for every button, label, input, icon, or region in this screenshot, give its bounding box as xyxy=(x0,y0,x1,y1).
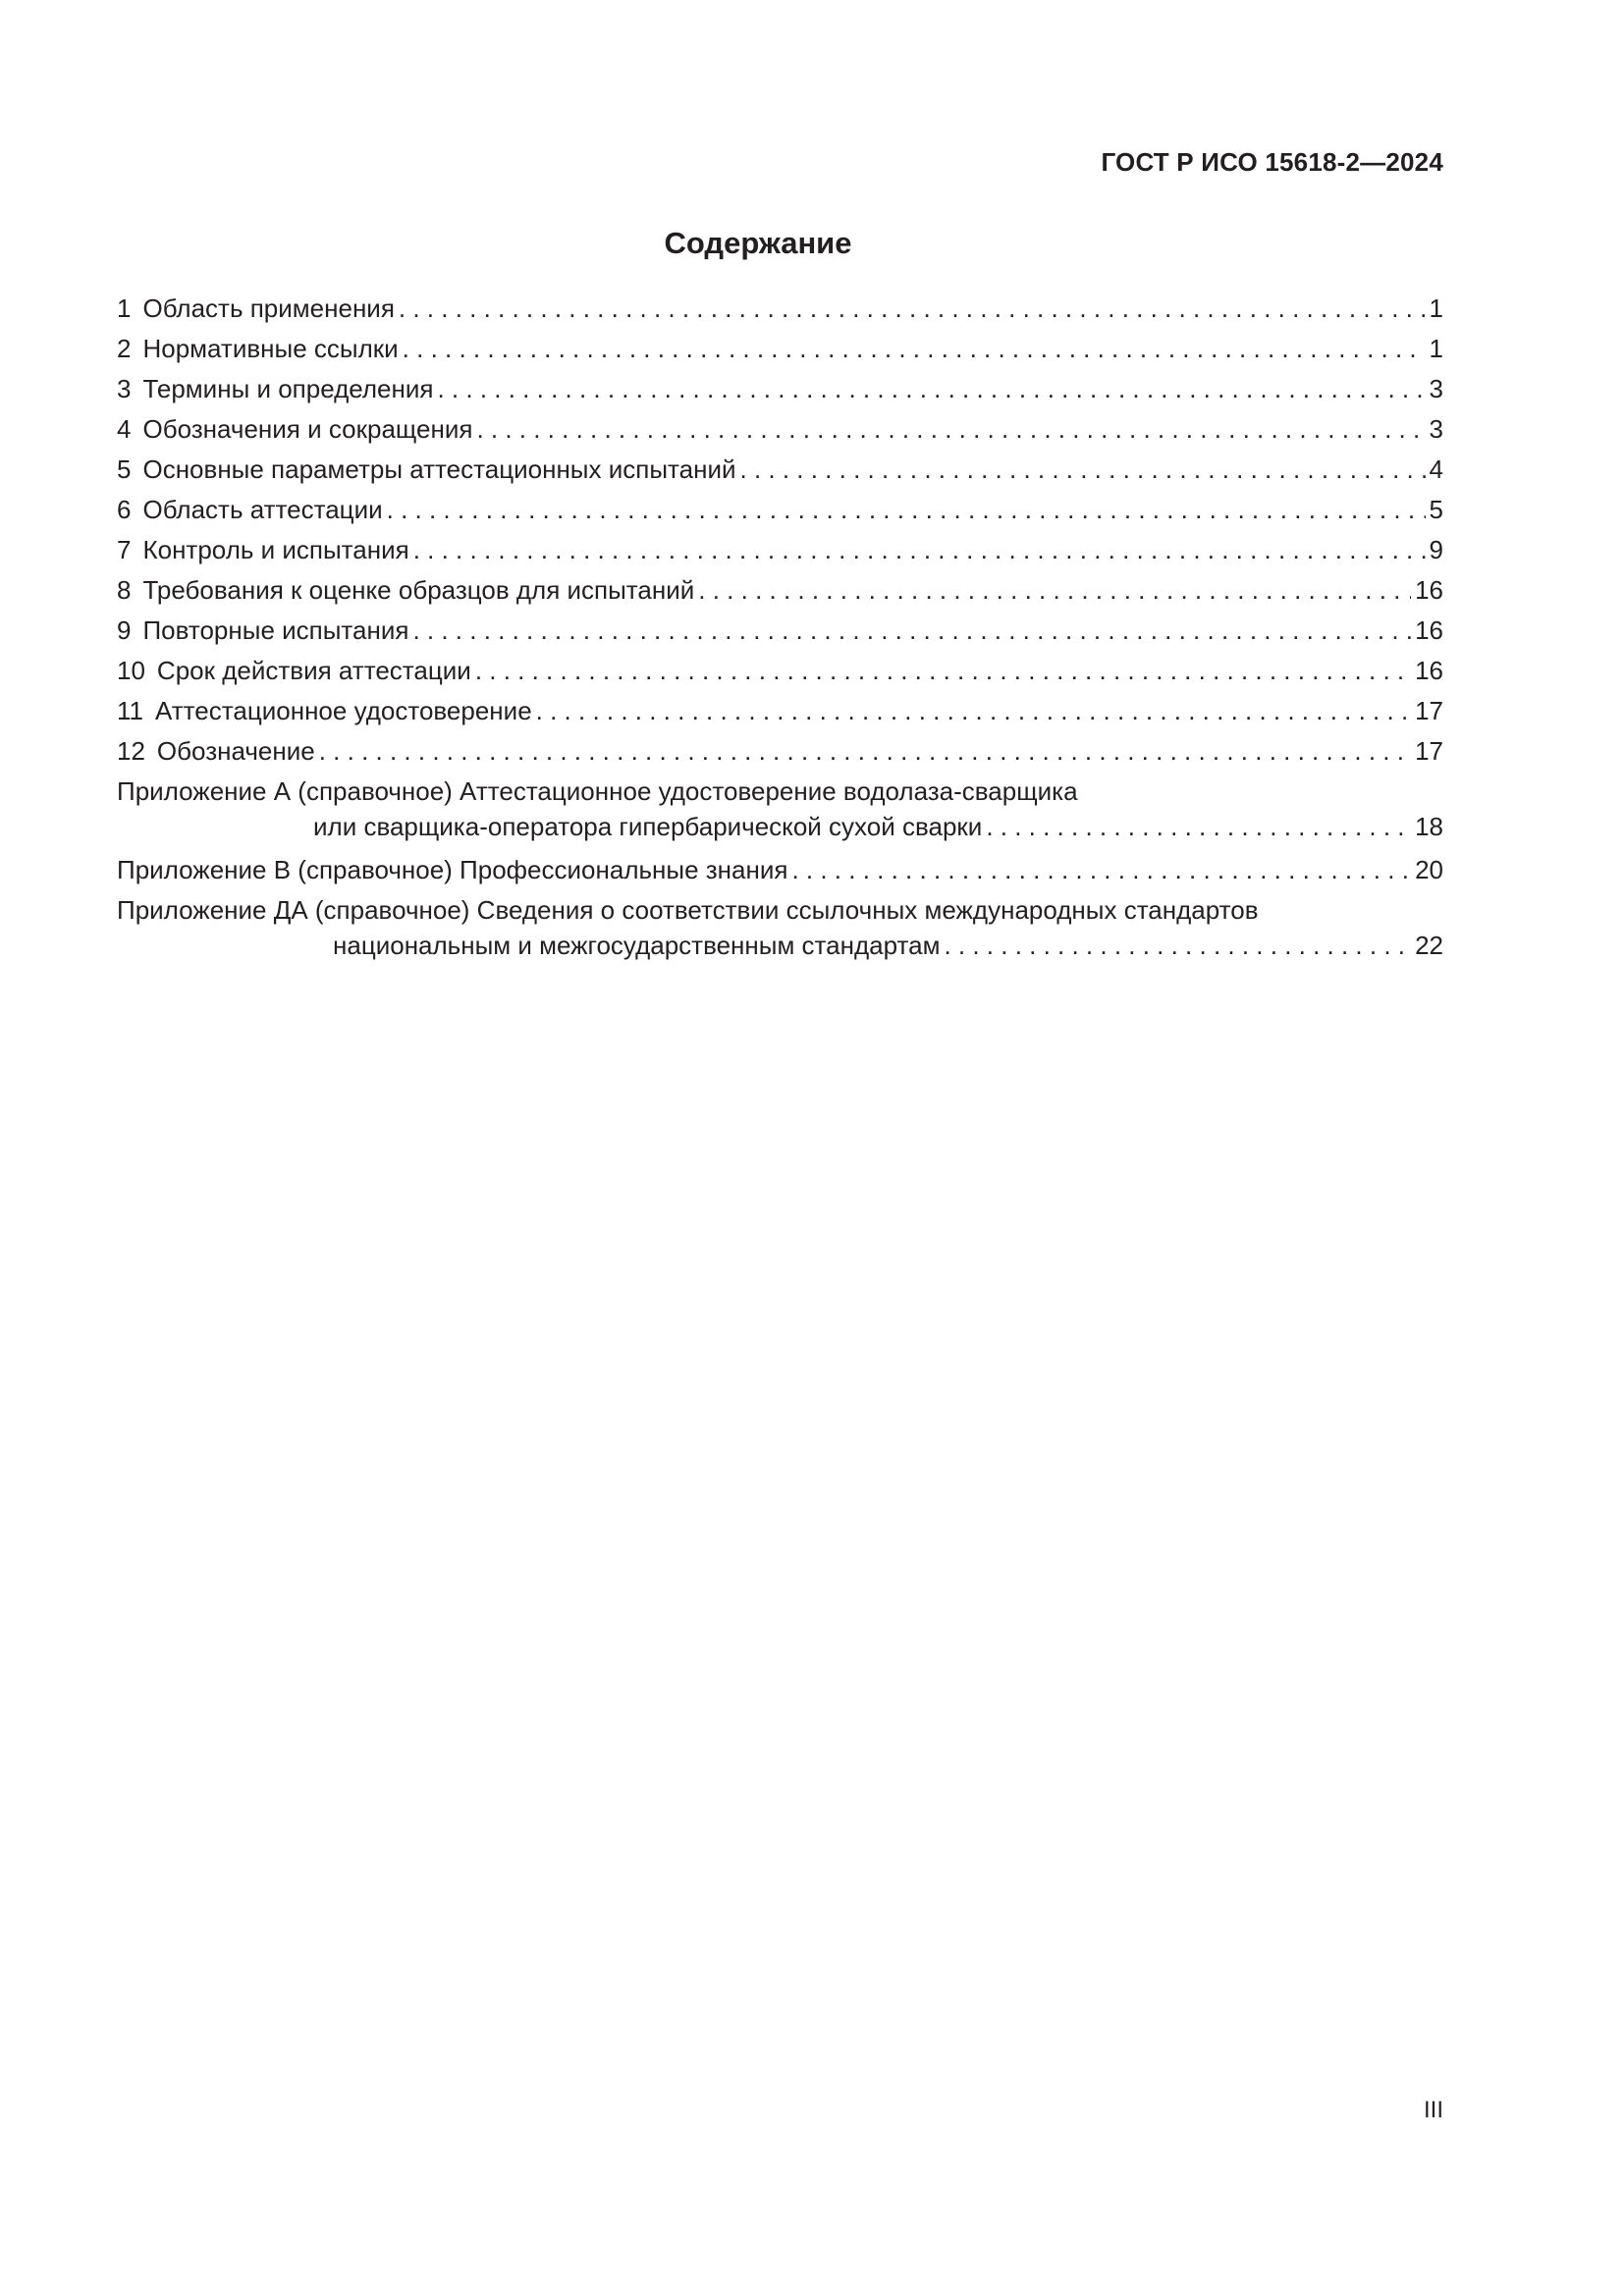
toc-annex[interactable] xyxy=(117,774,1443,848)
toc-item-label: Основные параметры аттестационных испытаний xyxy=(142,454,736,484)
toc-item-page: 1 xyxy=(1429,294,1443,323)
toc-annex-title-continued: национальным и межгосударственным стандартам xyxy=(333,931,941,960)
dot-leader xyxy=(475,651,1411,691)
dot-leader xyxy=(791,850,1411,890)
toc-annex-title: Приложение В (справочное) Профессиональные знания xyxy=(117,855,788,884)
toc-item-page: 17 xyxy=(1415,696,1443,725)
toc-item[interactable] xyxy=(117,369,1443,409)
toc-item-label: Обозначение xyxy=(156,736,315,766)
page-number: III xyxy=(1423,2097,1443,2123)
toc-item-page: 3 xyxy=(1429,374,1443,403)
dot-leader xyxy=(437,369,1425,409)
toc-item-label: Требования к оценке образцов для испытаний xyxy=(142,575,695,605)
dot-leader xyxy=(698,570,1411,611)
toc-item-number: 9 xyxy=(117,615,132,645)
toc-item-page: 22 xyxy=(1415,931,1443,960)
toc-item-page: 20 xyxy=(1415,855,1443,884)
dot-leader xyxy=(387,490,1426,530)
toc-item-label: Контроль и испытания xyxy=(142,535,409,564)
document-code: ГОСТ Р ИСО 15618-2—2024 xyxy=(1101,147,1443,177)
toc-item-page: 16 xyxy=(1415,656,1443,685)
toc-annex[interactable] xyxy=(117,850,1443,890)
toc-item-number: 5 xyxy=(117,454,132,484)
dot-leader xyxy=(403,329,1426,369)
toc-item-page: 17 xyxy=(1415,736,1443,766)
dot-leader xyxy=(412,611,1411,651)
toc-item-label: Обозначения и сокращения xyxy=(142,414,473,444)
toc-item-number: 7 xyxy=(117,535,132,564)
toc-item[interactable] xyxy=(117,289,1443,329)
toc-item[interactable] xyxy=(117,329,1443,369)
toc-item[interactable] xyxy=(117,490,1443,530)
toc-item-page: 4 xyxy=(1429,454,1443,484)
toc-item-page: 9 xyxy=(1429,535,1443,564)
toc-item-number: 1 xyxy=(117,294,132,323)
toc-item-number: 11 xyxy=(117,696,143,725)
toc-item[interactable] xyxy=(117,530,1443,570)
toc-item-label: Область применения xyxy=(142,294,395,323)
toc-item-label: Нормативные ссылки xyxy=(142,334,399,363)
dot-leader xyxy=(536,691,1411,731)
dot-leader xyxy=(986,809,1411,845)
toc-title: Содержание xyxy=(664,226,852,260)
toc-item-page: 18 xyxy=(1415,812,1443,841)
toc-item-number: 2 xyxy=(117,334,132,363)
toc-item-page: 16 xyxy=(1415,615,1443,645)
toc-item-page: 16 xyxy=(1415,575,1443,605)
toc-item-number: 3 xyxy=(117,374,132,403)
toc-item-page: 3 xyxy=(1429,414,1443,444)
toc-annex-title-continued: или сварщика-оператора гипербарической сухой сварки xyxy=(313,812,983,841)
dot-leader xyxy=(740,450,1426,490)
toc-item-label: Срок действия аттестации xyxy=(156,656,471,685)
toc-item-label: Аттестационное удостоверение xyxy=(155,696,532,725)
toc-annex[interactable] xyxy=(117,892,1443,967)
toc-item[interactable] xyxy=(117,450,1443,490)
toc-item[interactable] xyxy=(117,731,1443,772)
toc-item-page: 5 xyxy=(1429,495,1443,524)
toc-item[interactable] xyxy=(117,570,1443,611)
toc-item-number: 10 xyxy=(117,656,145,685)
toc-item-page: 1 xyxy=(1429,334,1443,363)
toc-item[interactable] xyxy=(117,611,1443,651)
toc-item[interactable] xyxy=(117,651,1443,691)
toc-item-number: 6 xyxy=(117,495,132,524)
dot-leader xyxy=(413,530,1426,570)
toc-item-label: Термины и определения xyxy=(142,374,434,403)
toc-item-number: 8 xyxy=(117,575,132,605)
toc-item-label: Повторные испытания xyxy=(142,615,409,645)
toc-annex-title: Приложение ДА (справочное) Сведения о соответствии ссылочных международных стандартов xyxy=(117,895,1259,925)
dot-leader xyxy=(399,289,1426,329)
table-of-contents xyxy=(117,289,1443,967)
dot-leader xyxy=(319,731,1411,772)
toc-item-label: Область аттестации xyxy=(142,495,383,524)
dot-leader xyxy=(944,928,1411,964)
toc-item[interactable] xyxy=(117,409,1443,450)
dot-leader xyxy=(476,409,1425,450)
toc-item[interactable] xyxy=(117,691,1443,731)
toc-annex-title: Приложение А (справочное) Аттестационное удостоверение водолаза-сварщика xyxy=(117,776,1078,806)
toc-item-number: 4 xyxy=(117,414,132,444)
toc-item-number: 12 xyxy=(117,736,145,766)
